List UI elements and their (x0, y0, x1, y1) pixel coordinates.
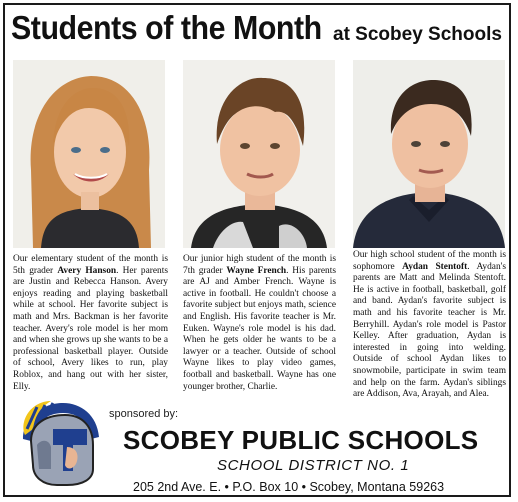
headline (11, 9, 507, 53)
headline-title: Students of the Month (11, 9, 322, 46)
column-junior-high (183, 254, 336, 393)
school-address: 205 2nd Ave. E. • P.O. Box 10 • Scobey, Montana 59263 (133, 480, 445, 494)
elementary-text-intro: Our elementary student of the month is 5th grader (13, 254, 168, 276)
column-elementary (13, 254, 168, 393)
elementary-student-name: Avery Hanson (57, 265, 117, 276)
school-district: SCHOOL DISTRICT NO. 1 (217, 457, 410, 474)
portrait-boy-junior (183, 60, 335, 248)
portrait-boy-high-school (353, 60, 505, 248)
photo-high-school-student (353, 60, 505, 248)
spartan-helmet-icon (17, 399, 103, 489)
high-school-student-name: Aydan Stentoft (402, 261, 468, 272)
portrait-girl (13, 60, 165, 248)
elementary-text-body: . Her parents are Justin and Rebecca Hanson. Avery enjoys reading and playing basketball while at school. Her favorite subject is math and Mrs. Backman is her favorite teacher. Avery's role model is her mom and when she grows up she wants to be a professional basketball player. Outside of school, Avery likes to run, play Roblox, and hang out with her sister, Elly. (13, 265, 168, 392)
junior-high-text-intro: Our junior high student of the month is 7th grader (183, 254, 336, 276)
sponsored-by-label: sponsored by: (109, 408, 179, 420)
student-of-month-ad (3, 3, 511, 497)
photo-junior-high-student (183, 60, 335, 248)
column-high-school (353, 250, 506, 401)
school-name: SCOBEY PUBLIC SCHOOLS (123, 425, 479, 455)
junior-high-text-body: . His parents are AJ and Amber French. Wayne is active in football. He couldn't choose a favorite subject but enjoys math, science and English. His favorite teacher is Mr. Euken. Wayne's role model is his dad. When he gets older he wants to be a lawyer or a teacher. Outside of school Wayne likes to play video games, football and basketball. Wayne has one younger brother, Charlie. (183, 265, 336, 392)
high-school-text-intro: Our high school student of the month is sophomore (353, 250, 506, 272)
photo-elementary-student (13, 60, 165, 248)
high-school-text-body: . Aydan's parents are Matt and Melinda Stentoft. He is active in football, basketball, golf and band. Aydan's favorite subject is math and his favorite teacher is Mr. Berryhill. Aydan's role model is Pastor Kelley. After graduation, Aydan is interested in going into welding. Outside of school Aydan likes to snowmobile, participate in swim team and help on the farm. Aydan's siblings are Addison, Ava, Arayah, and Alea. (353, 261, 506, 400)
headline-subtitle: at Scobey Schools (333, 24, 502, 45)
junior-high-student-name: Wayne French (226, 265, 287, 276)
